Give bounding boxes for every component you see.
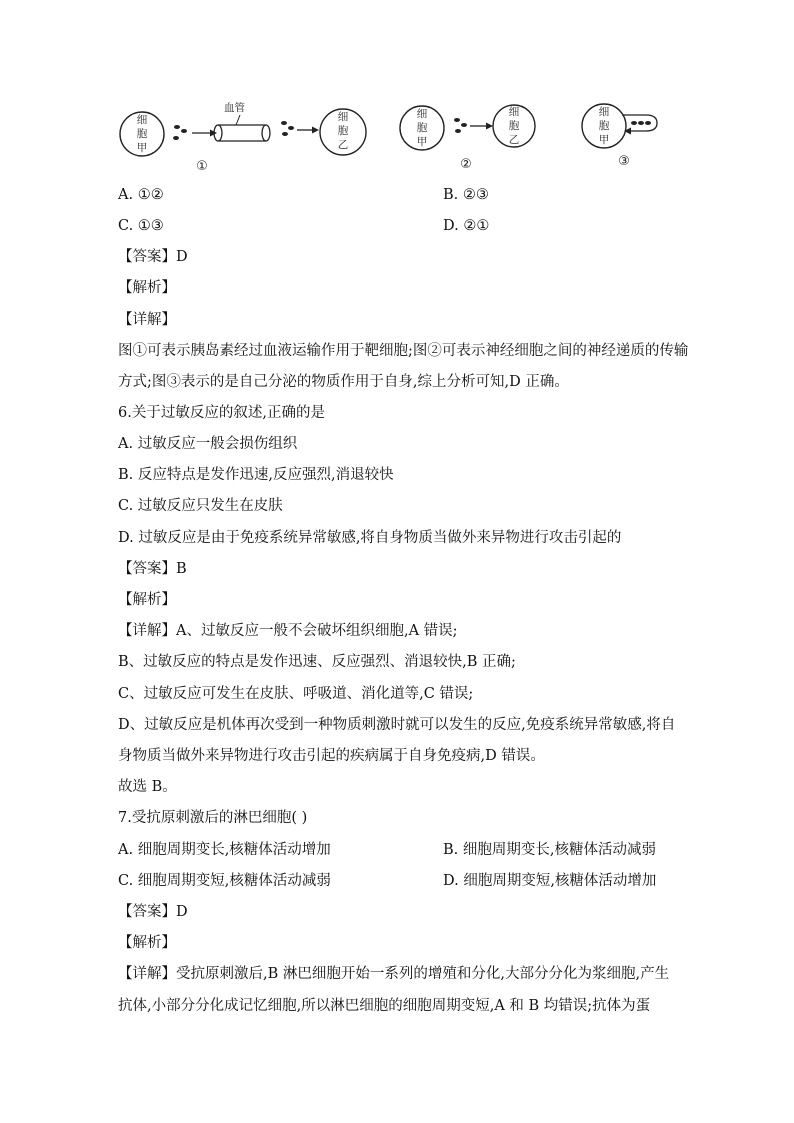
- q7-option-d: D. 细胞周期变短,核糖体活动增加: [443, 873, 657, 889]
- cell-a2-char1: 细: [416, 108, 428, 120]
- q6-detail-line-1: 【详解】A、过敏反应一般不会破坏组织细胞,A 错误;: [118, 623, 458, 639]
- q5-option-b: B. ②③: [443, 187, 489, 203]
- cell-a2-char3: 甲: [416, 136, 428, 148]
- q6-option-d: D. 过敏反应是由于免疫系统异常敏感,将自身物质当做外来异物进行攻击引起的: [118, 530, 622, 546]
- vessel-pointer: [236, 115, 240, 125]
- q7-stem: 7.受抗原刺激后的淋巴细胞( ): [118, 810, 308, 826]
- q6-option-a: A. 过敏反应一般会损伤组织: [118, 436, 298, 452]
- q5-answer: 【答案】D: [118, 249, 188, 265]
- q6-analysis-heading: 【解析】: [118, 592, 176, 608]
- arrow-to-cell-b1-head: [312, 127, 319, 134]
- q6-option-b: B. 反应特点是发作迅速,反应强烈,消退较快: [118, 467, 394, 483]
- q6-detail-line-5: 身物质当做外来异物进行攻击引起的疾病属于自身免疫病,D 错误。: [118, 748, 545, 764]
- cell-b1-char1: 细: [337, 111, 349, 123]
- cell-b2-char2: 胞: [508, 120, 520, 132]
- q5-option-a: A. ①②: [118, 187, 164, 203]
- q5-analysis-heading: 【解析】: [118, 280, 176, 296]
- arrow-to-cell-b2-head: [486, 123, 493, 130]
- diagram-2-number: ②: [460, 157, 472, 172]
- cell-a1-char1: 细: [136, 114, 148, 126]
- signal-molecules-3: [631, 121, 651, 125]
- cell-b1-char3: 乙: [337, 139, 349, 151]
- cell-b2-char1: 细: [508, 106, 520, 118]
- vessel-label: 血管: [224, 102, 245, 114]
- q6-stem: 6.关于过敏反应的叙述,正确的是: [118, 405, 325, 421]
- cell-a1-char3: 甲: [136, 142, 148, 154]
- diagram-3-number: ③: [618, 154, 630, 169]
- signal-molecules-1a: [173, 125, 187, 140]
- q7-option-b: B. 细胞周期变长,核糖体活动减弱: [443, 842, 656, 858]
- q6-answer: 【答案】B: [118, 561, 187, 577]
- diagram-1-number: ①: [196, 159, 208, 174]
- q6-detail-line-4: D、过敏反应是机体再次受到一种物质刺激时就可以发生的反应,免疫系统异常敏感,将自: [118, 717, 676, 733]
- cell-a2-char2: 胞: [416, 122, 428, 134]
- q6-option-c: C. 过敏反应只发生在皮肤: [118, 498, 283, 514]
- q5-detail-heading: 【详解】: [118, 312, 176, 328]
- cell-b2-char3: 乙: [508, 134, 520, 146]
- q7-answer: 【答案】D: [118, 904, 188, 920]
- cell-a1-char2: 胞: [136, 128, 148, 140]
- cell-a3-char3: 甲: [598, 134, 610, 146]
- q6-conclusion: 故选 B。: [118, 779, 177, 795]
- q7-option-a: A. 细胞周期变长,核糖体活动增加: [118, 842, 331, 858]
- q6-detail-line-3: C、过敏反应可发生在皮肤、呼吸道、消化道等,C 错误;: [118, 686, 474, 702]
- q5-detail-line-1: 图①可表示胰岛素经过血液运输作用于靶细胞;图②可表示神经细胞之间的神经递质的传输: [118, 343, 689, 359]
- cell-b1-char2: 胞: [337, 125, 349, 137]
- q5-detail-line-2: 方式;图③表示的是自己分泌的物质作用于自身,综上分析可知,D 正确。: [118, 374, 569, 390]
- signal-molecules-2: [454, 118, 467, 133]
- q5-option-d: D. ②①: [443, 218, 490, 234]
- signal-molecules-1b: [281, 121, 294, 136]
- q7-detail-line-1: 【详解】受抗原刺激后,B 淋巴细胞开始一系列的增殖和分化,大部分分化为浆细胞,产生: [118, 966, 670, 982]
- blood-vessel: [214, 125, 270, 141]
- q5-option-c: C. ①③: [118, 218, 164, 234]
- cell-signaling-figure: [118, 96, 678, 178]
- cell-a3-char1: 细: [598, 106, 610, 118]
- cell-a3-char2: 胞: [598, 120, 610, 132]
- q7-detail-line-2: 抗体,小部分分化成记忆细胞,所以淋巴细胞的细胞周期变短,A 和 B 均错误;抗体为蛋: [118, 998, 651, 1014]
- q7-option-c: C. 细胞周期变短,核糖体活动减弱: [118, 873, 331, 889]
- q7-analysis-heading: 【解析】: [118, 935, 176, 951]
- q6-detail-line-2: B、过敏反应的特点是发作迅速、反应强烈、消退较快,B 正确;: [118, 654, 516, 670]
